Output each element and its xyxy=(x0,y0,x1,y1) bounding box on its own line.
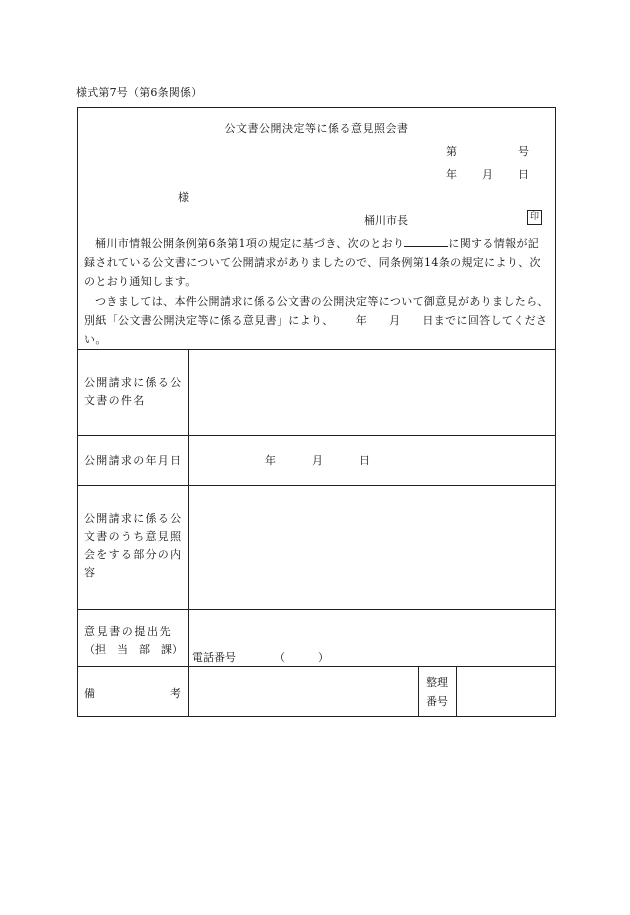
notice-body xyxy=(84,234,550,349)
subject-blank xyxy=(404,236,448,247)
date-year: 年 xyxy=(446,168,457,181)
form-number: 様式第7号（第6条関係） xyxy=(76,86,203,99)
remarks-label-left: 備 xyxy=(84,687,95,700)
paragraph2-text-b: 日までに回答してください。 xyxy=(84,313,548,347)
ref-label-left-divider xyxy=(418,666,419,717)
ref-number-label-1: 整理 xyxy=(426,676,448,689)
notice-paragraph-2 xyxy=(84,292,550,350)
request-month: 月 xyxy=(312,454,323,467)
department-label: （担 当 部 課） xyxy=(84,643,183,656)
reply-month: 月 xyxy=(389,313,401,327)
subject-label: 公開請求に係る公文書の件名 xyxy=(84,376,183,407)
ref-number-field[interactable] xyxy=(457,667,555,716)
date-month: 月 xyxy=(482,168,493,181)
phone-parens: （ ） xyxy=(274,651,329,664)
notice-paragraph-1 xyxy=(84,234,550,292)
row-rule-3 xyxy=(78,609,555,610)
remarks-field[interactable] xyxy=(189,667,417,716)
request-day: 日 xyxy=(359,454,370,467)
content-field[interactable] xyxy=(189,486,555,608)
request-year: 年 xyxy=(265,454,276,467)
form-title: 公文書公開決定等に係る意見照会書 xyxy=(224,122,409,135)
seal-mark: 印 xyxy=(527,210,542,225)
subject-field[interactable] xyxy=(189,350,555,434)
inquiry-form xyxy=(77,107,556,717)
paragraph1-text-a: 桶川市情報公開条例第6条第1項の規定に基づき、次のとおり xyxy=(95,237,405,250)
reply-year: 年 xyxy=(355,313,368,327)
addressee-suffix: 様 xyxy=(178,191,189,204)
paragraph1-text-b: に関する情報が記録されている公文書について公開請求がありましたので、同条例第14条の規定により、次のとおり通知します。 xyxy=(84,237,541,289)
request-date-label: 公開請求の年月日 xyxy=(84,454,183,467)
row-rule-1 xyxy=(78,435,555,436)
sender-name: 桶川市長 xyxy=(364,214,408,227)
ref-number-label-2: 番号 xyxy=(426,695,448,708)
submit-to-label: 意見書の提出先 xyxy=(84,625,173,638)
doc-number-prefix: 第 xyxy=(446,145,457,158)
content-label: 公開請求に係る公文書のうち意見照会をする部分の内容 xyxy=(84,512,183,579)
phone-label: 電話番号 xyxy=(192,651,236,664)
date-day: 日 xyxy=(518,168,529,181)
remarks-label-right: 考 xyxy=(170,687,181,700)
doc-number-suffix: 号 xyxy=(518,145,529,158)
paragraph2-text-a: つきましては、本件公開請求に係る公文書の公開決定等について御意見がありましたら、別紙「公文書公開決定等に係る意見書」により、 xyxy=(84,294,549,327)
